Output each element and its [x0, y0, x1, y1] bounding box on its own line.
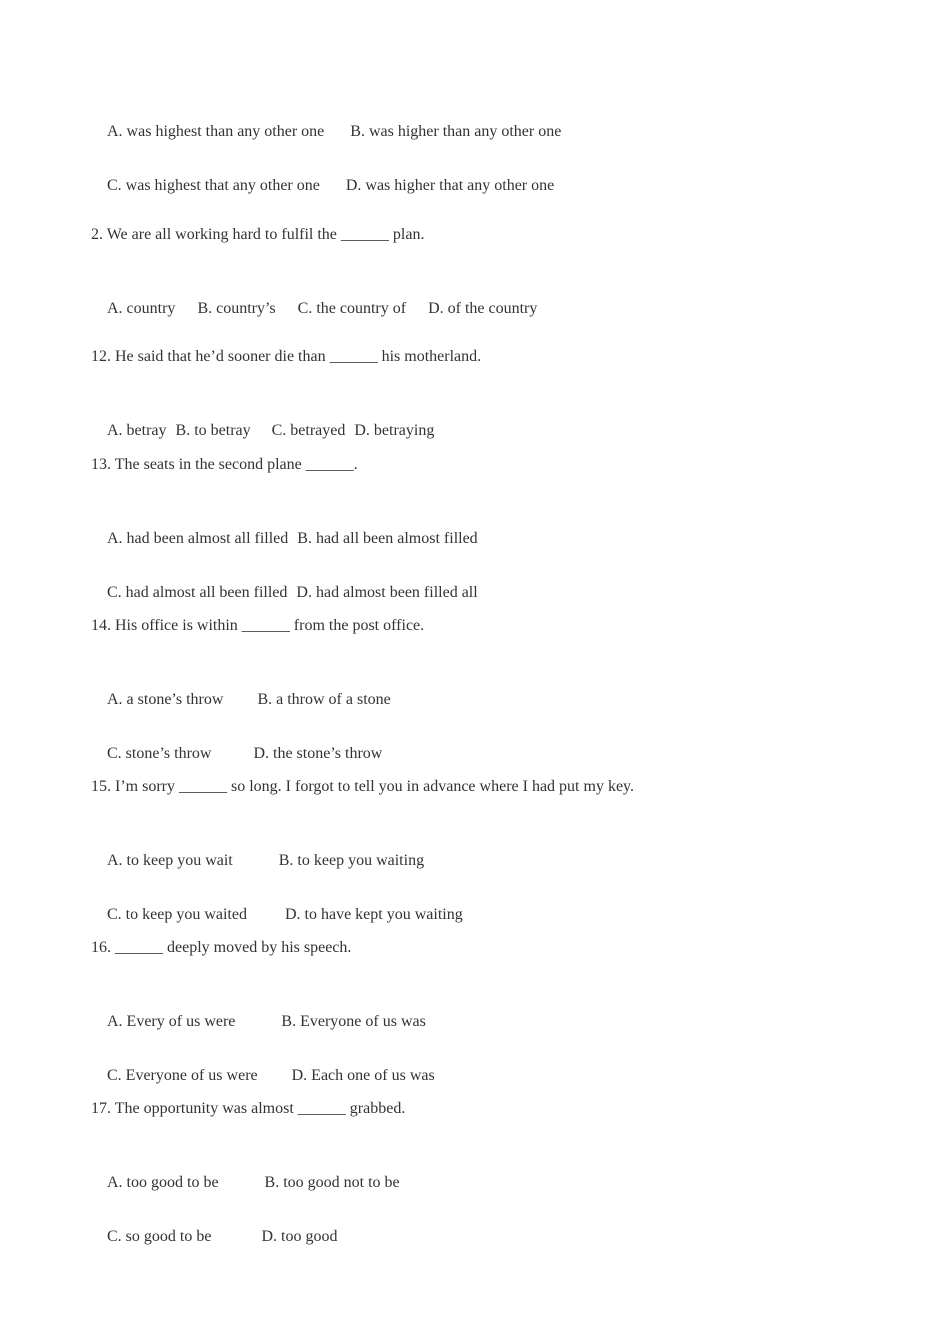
- q11-option-a: A. was highest than any other one: [107, 123, 325, 140]
- q16-stem: 16. ______ deeply moved by his speech.: [91, 939, 352, 956]
- q16-option-c: C. Everyone of us were: [107, 1067, 258, 1084]
- q13-option-b: B. had all been almost filled: [297, 530, 478, 547]
- q16-options-row1: [91, 992, 426, 1052]
- q16-option-d: D. Each one of us was: [291, 1067, 435, 1084]
- q16-option-b: B. Everyone of us was: [281, 1013, 426, 1030]
- q14-option-a: A. a stone’s throw: [107, 691, 224, 708]
- q13-options-row2: [91, 563, 478, 623]
- q12-options: [91, 401, 434, 461]
- q13-options-row1: [91, 509, 478, 569]
- q15-options-row2: [91, 885, 463, 945]
- q13-option-a: A. had been almost all filled: [107, 530, 289, 547]
- q11-option-c: C. was highest that any other one: [107, 177, 320, 194]
- q12-option-b: B. to betray: [175, 422, 251, 439]
- q11-option-d: D. was higher that any other one: [345, 177, 555, 194]
- q15-option-c: C. to keep you waited: [107, 906, 247, 923]
- q2-stem: 2. We are all working hard to fulfil the ______ plan.: [91, 226, 425, 243]
- q11-options-row2: [91, 156, 554, 216]
- q16-options-row2: [91, 1046, 435, 1106]
- q15-option-b: B. to keep you waiting: [278, 852, 425, 869]
- q11-option-b: B. was higher than any other one: [350, 123, 562, 140]
- q15-options-row1: [91, 831, 424, 891]
- q14-option-b: B. a throw of a stone: [257, 691, 391, 708]
- q15-option-a: A. to keep you wait: [107, 852, 233, 869]
- q14-options-row2: [91, 724, 382, 784]
- q15-option-d: D. to have kept you waiting: [284, 906, 463, 923]
- q2-option-c: C. the country of: [297, 300, 407, 317]
- q15-stem: 15. I’m sorry ______ so long. I forgot to tell you in advance where I had put my key.: [91, 778, 634, 795]
- q2-option-d: D. of the country: [428, 300, 538, 317]
- q12-stem: 12. He said that he’d sooner die than ______ his motherland.: [91, 348, 482, 365]
- q17-options-row2: [91, 1207, 337, 1267]
- q13-option-d: D. had almost been filled all: [296, 584, 478, 601]
- q12-option-c: C. betrayed: [271, 422, 346, 439]
- q17-option-b: B. too good not to be: [264, 1174, 400, 1191]
- q2-option-b: B. country’s: [197, 300, 276, 317]
- q2-options: [91, 279, 537, 339]
- q11-options-row1: [91, 102, 561, 162]
- q17-option-d: D. too good: [261, 1228, 338, 1245]
- q16-option-a: A. Every of us were: [107, 1013, 236, 1030]
- q12-option-a: A. betray: [107, 422, 167, 439]
- q17-stem: 17. The opportunity was almost ______ grabbed.: [91, 1100, 406, 1117]
- q14-option-d: D. the stone’s throw: [253, 745, 383, 762]
- q14-stem: 14. His office is within ______ from the post office.: [91, 617, 425, 634]
- q17-option-c: C. so good to be: [107, 1228, 212, 1245]
- q13-option-c: C. had almost all been filled: [107, 584, 288, 601]
- q14-options-row1: [91, 670, 391, 730]
- q17-option-a: A. too good to be: [107, 1174, 219, 1191]
- q14-option-c: C. stone’s throw: [107, 745, 212, 762]
- q12-option-d: D. betraying: [354, 422, 435, 439]
- q17-options-row1: [91, 1153, 400, 1213]
- q13-stem: 13. The seats in the second plane ______.: [91, 456, 358, 473]
- q2-option-a: A. country: [107, 300, 176, 317]
